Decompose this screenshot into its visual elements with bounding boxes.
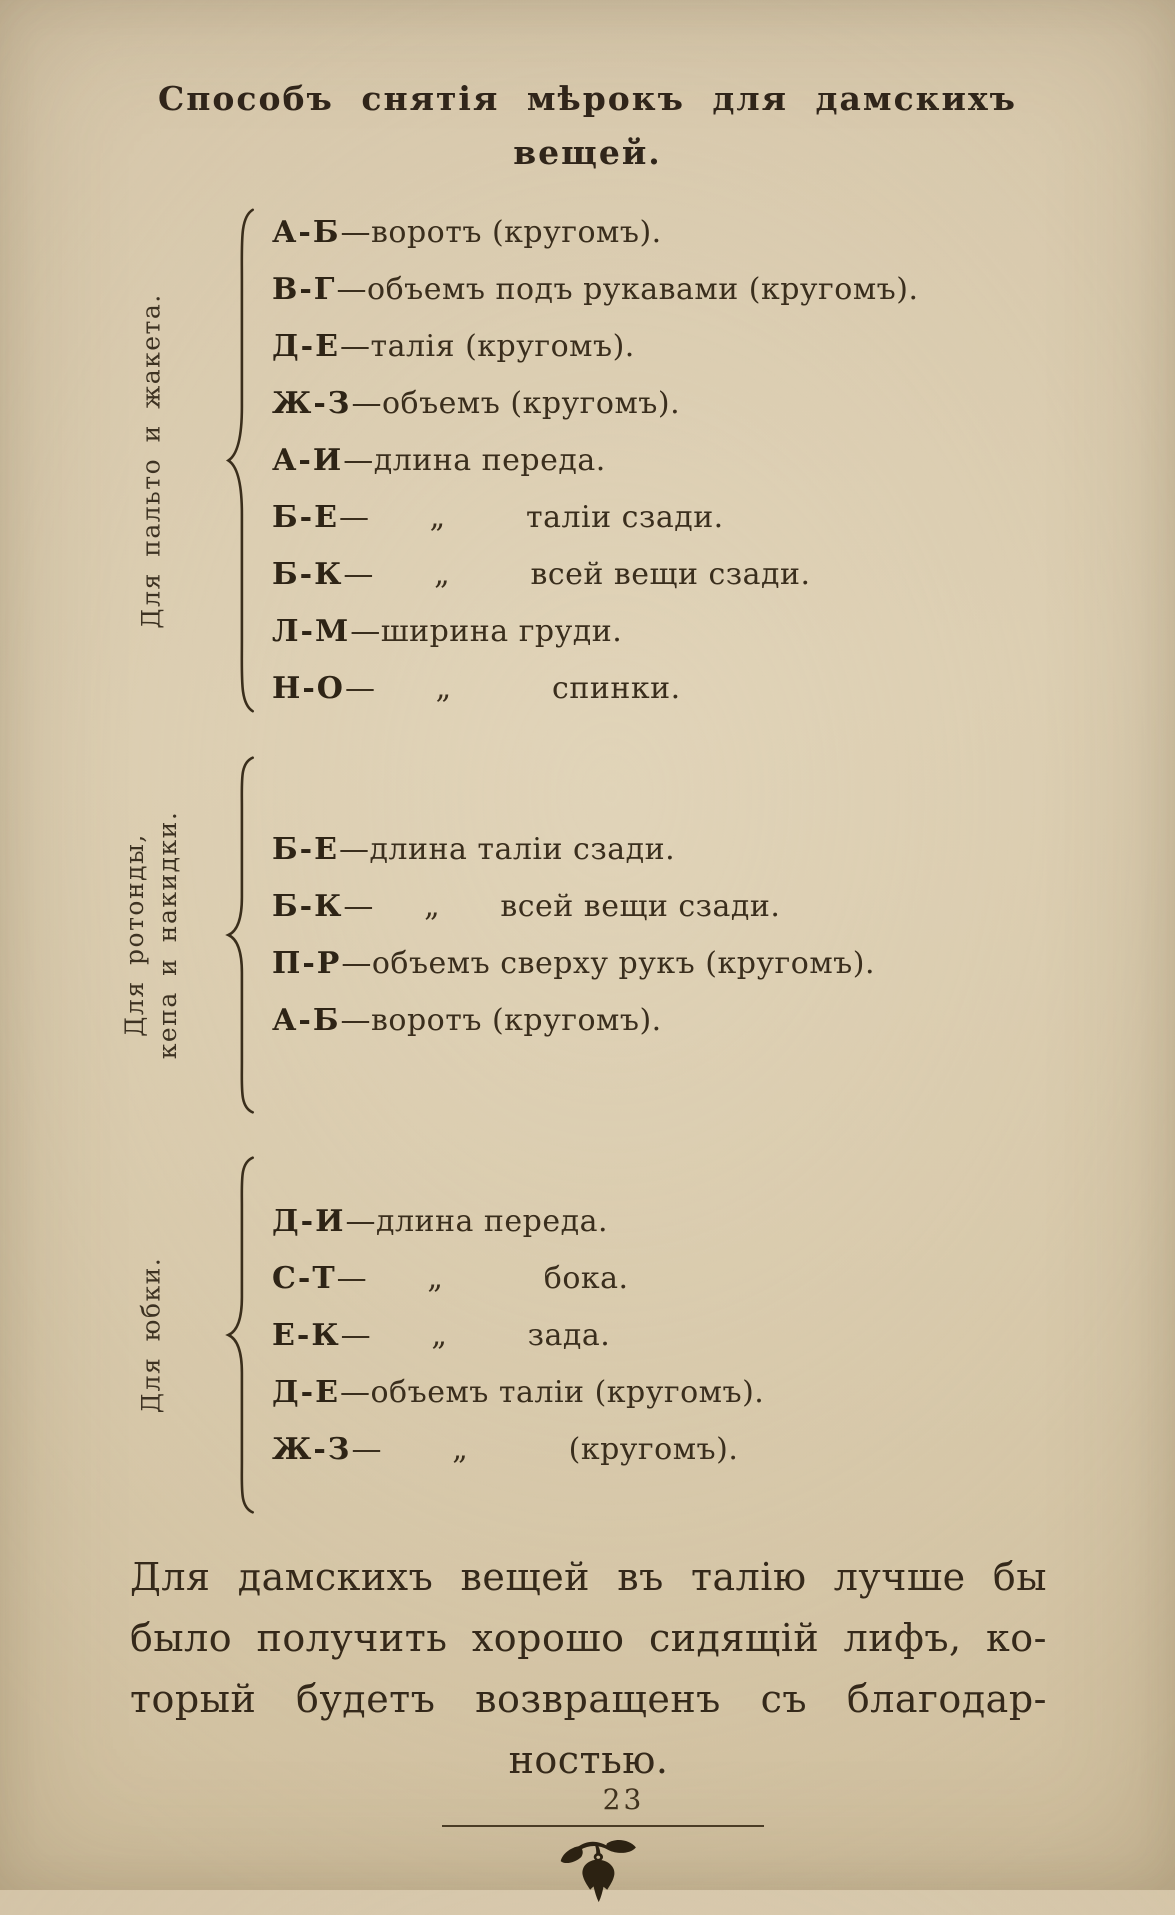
measurement-text: —длина переда. <box>343 443 606 478</box>
group-items <box>272 1153 764 1517</box>
closing-paragraph <box>130 1547 1047 1791</box>
measurement-text: — „ зада. <box>340 1317 611 1353</box>
measurement-item <box>272 318 919 375</box>
measurement-item <box>272 1193 764 1250</box>
measurement-code: Н-О <box>272 671 345 706</box>
measurement-code: Б-Е <box>272 500 339 535</box>
measurement-text: —длина переда. <box>345 1203 609 1239</box>
measurement-item <box>272 489 919 546</box>
measurement-group <box>0 753 1175 1117</box>
page-title-line-2: вещей. <box>513 133 662 172</box>
paragraph-line: торый будетъ возвращенъ съ благодар- <box>130 1677 1047 1721</box>
ornament <box>11 1833 1175 1915</box>
brace-icon <box>223 755 259 1115</box>
measurement-item <box>272 1364 764 1421</box>
group-label-text <box>135 293 168 628</box>
measurement-item <box>272 546 919 603</box>
measurement-item <box>272 204 919 261</box>
measurement-text: — „ всей вещи сзади. <box>343 889 781 924</box>
footer-divider-rule <box>442 1825 764 1827</box>
measurement-text: —объемъ таліи (кругомъ). <box>340 1374 765 1410</box>
measurement-item <box>272 261 919 318</box>
measurement-item <box>272 1250 764 1307</box>
group-brace <box>210 1153 272 1517</box>
measurement-item <box>272 878 875 935</box>
group-label-line: Для пальто и жакета. <box>136 292 166 629</box>
measurement-text: — „ (кругомъ). <box>351 1431 739 1467</box>
measurement-text: —длина таліи сзади. <box>338 832 676 867</box>
measurement-text: —объемъ (кругомъ). <box>351 386 681 421</box>
measurement-code: В-Г <box>272 272 337 307</box>
measurement-code: Е-К <box>272 1317 341 1353</box>
measurement-code: Б-К <box>272 889 344 924</box>
paragraph-line: ностью. <box>508 1738 669 1782</box>
page-number-value: 23 <box>602 1783 645 1816</box>
measurement-item <box>272 660 919 717</box>
group-label <box>92 204 210 717</box>
measurement-code: Д-И <box>272 1203 346 1239</box>
measurement-item <box>272 992 875 1049</box>
measurement-item <box>272 1307 764 1364</box>
page-title-line-1: Способъ снятія мѣрокъ для дамскихъ <box>158 79 1017 118</box>
measurement-code: Б-Е <box>272 832 339 867</box>
page-number <box>0 1783 1175 1816</box>
measurement-text: —объемъ подъ рукавами (кругомъ). <box>336 272 919 307</box>
group-label-line: кепа и накидки. <box>153 810 182 1060</box>
measurement-group <box>0 1153 1175 1517</box>
measurement-text: —объемъ сверху рукъ (кругомъ). <box>341 946 876 981</box>
paragraph-line: было получить хорошо сидящій лифъ, ко- <box>130 1616 1047 1660</box>
measurement-code: А-Б <box>272 215 341 250</box>
measurement-code: Ж-З <box>272 386 352 421</box>
page-title <box>0 72 1175 180</box>
measurement-code: А-И <box>272 443 344 478</box>
measurement-text: — „ всей вещи сзади. <box>343 557 811 592</box>
flower-ornament-icon <box>558 1833 640 1911</box>
measurement-groups <box>0 204 1175 1517</box>
measurement-text: — „ бока. <box>336 1260 629 1296</box>
measurement-item <box>272 375 919 432</box>
measurement-item <box>272 821 875 878</box>
measurement-code: Б-К <box>272 557 344 592</box>
group-brace <box>210 753 272 1117</box>
measurement-code: П-Р <box>272 946 342 981</box>
paragraph-line: Для дамскихъ вещей въ талію лучше бы <box>130 1555 1047 1599</box>
group-label-text <box>118 811 184 1060</box>
measurement-text: — „ спинки. <box>344 671 681 706</box>
brace-icon <box>223 1155 259 1515</box>
measurement-text: — „ таліи сзади. <box>338 500 724 535</box>
group-label-line: Для юбки. <box>136 1256 166 1414</box>
measurement-item <box>272 432 919 489</box>
measurement-group <box>0 204 1175 717</box>
measurement-code: Ж-З <box>272 1431 352 1467</box>
measurement-text: —ширина груди. <box>350 614 623 649</box>
measurement-item <box>272 935 875 992</box>
group-label-text <box>135 1257 168 1413</box>
measurement-code: С-Т <box>272 1260 337 1296</box>
group-items <box>272 204 919 717</box>
group-label <box>92 1153 210 1517</box>
measurement-code: Д-Е <box>272 1374 340 1410</box>
group-brace <box>210 204 272 717</box>
group-label-line: Для ротонды, <box>120 833 149 1037</box>
measurement-item <box>272 1421 764 1478</box>
measurement-text: —воротъ (кругомъ). <box>340 1003 662 1038</box>
measurement-code: А-Б <box>272 1003 341 1038</box>
group-label <box>92 753 210 1117</box>
measurement-item <box>272 603 919 660</box>
group-items <box>272 753 875 1117</box>
brace-icon <box>223 206 259 715</box>
measurement-text: —талія (кругомъ). <box>340 329 635 364</box>
measurement-code: Л-М <box>272 614 351 649</box>
measurement-text: —воротъ (кругомъ). <box>340 215 662 250</box>
measurement-code: Д-Е <box>272 329 340 364</box>
